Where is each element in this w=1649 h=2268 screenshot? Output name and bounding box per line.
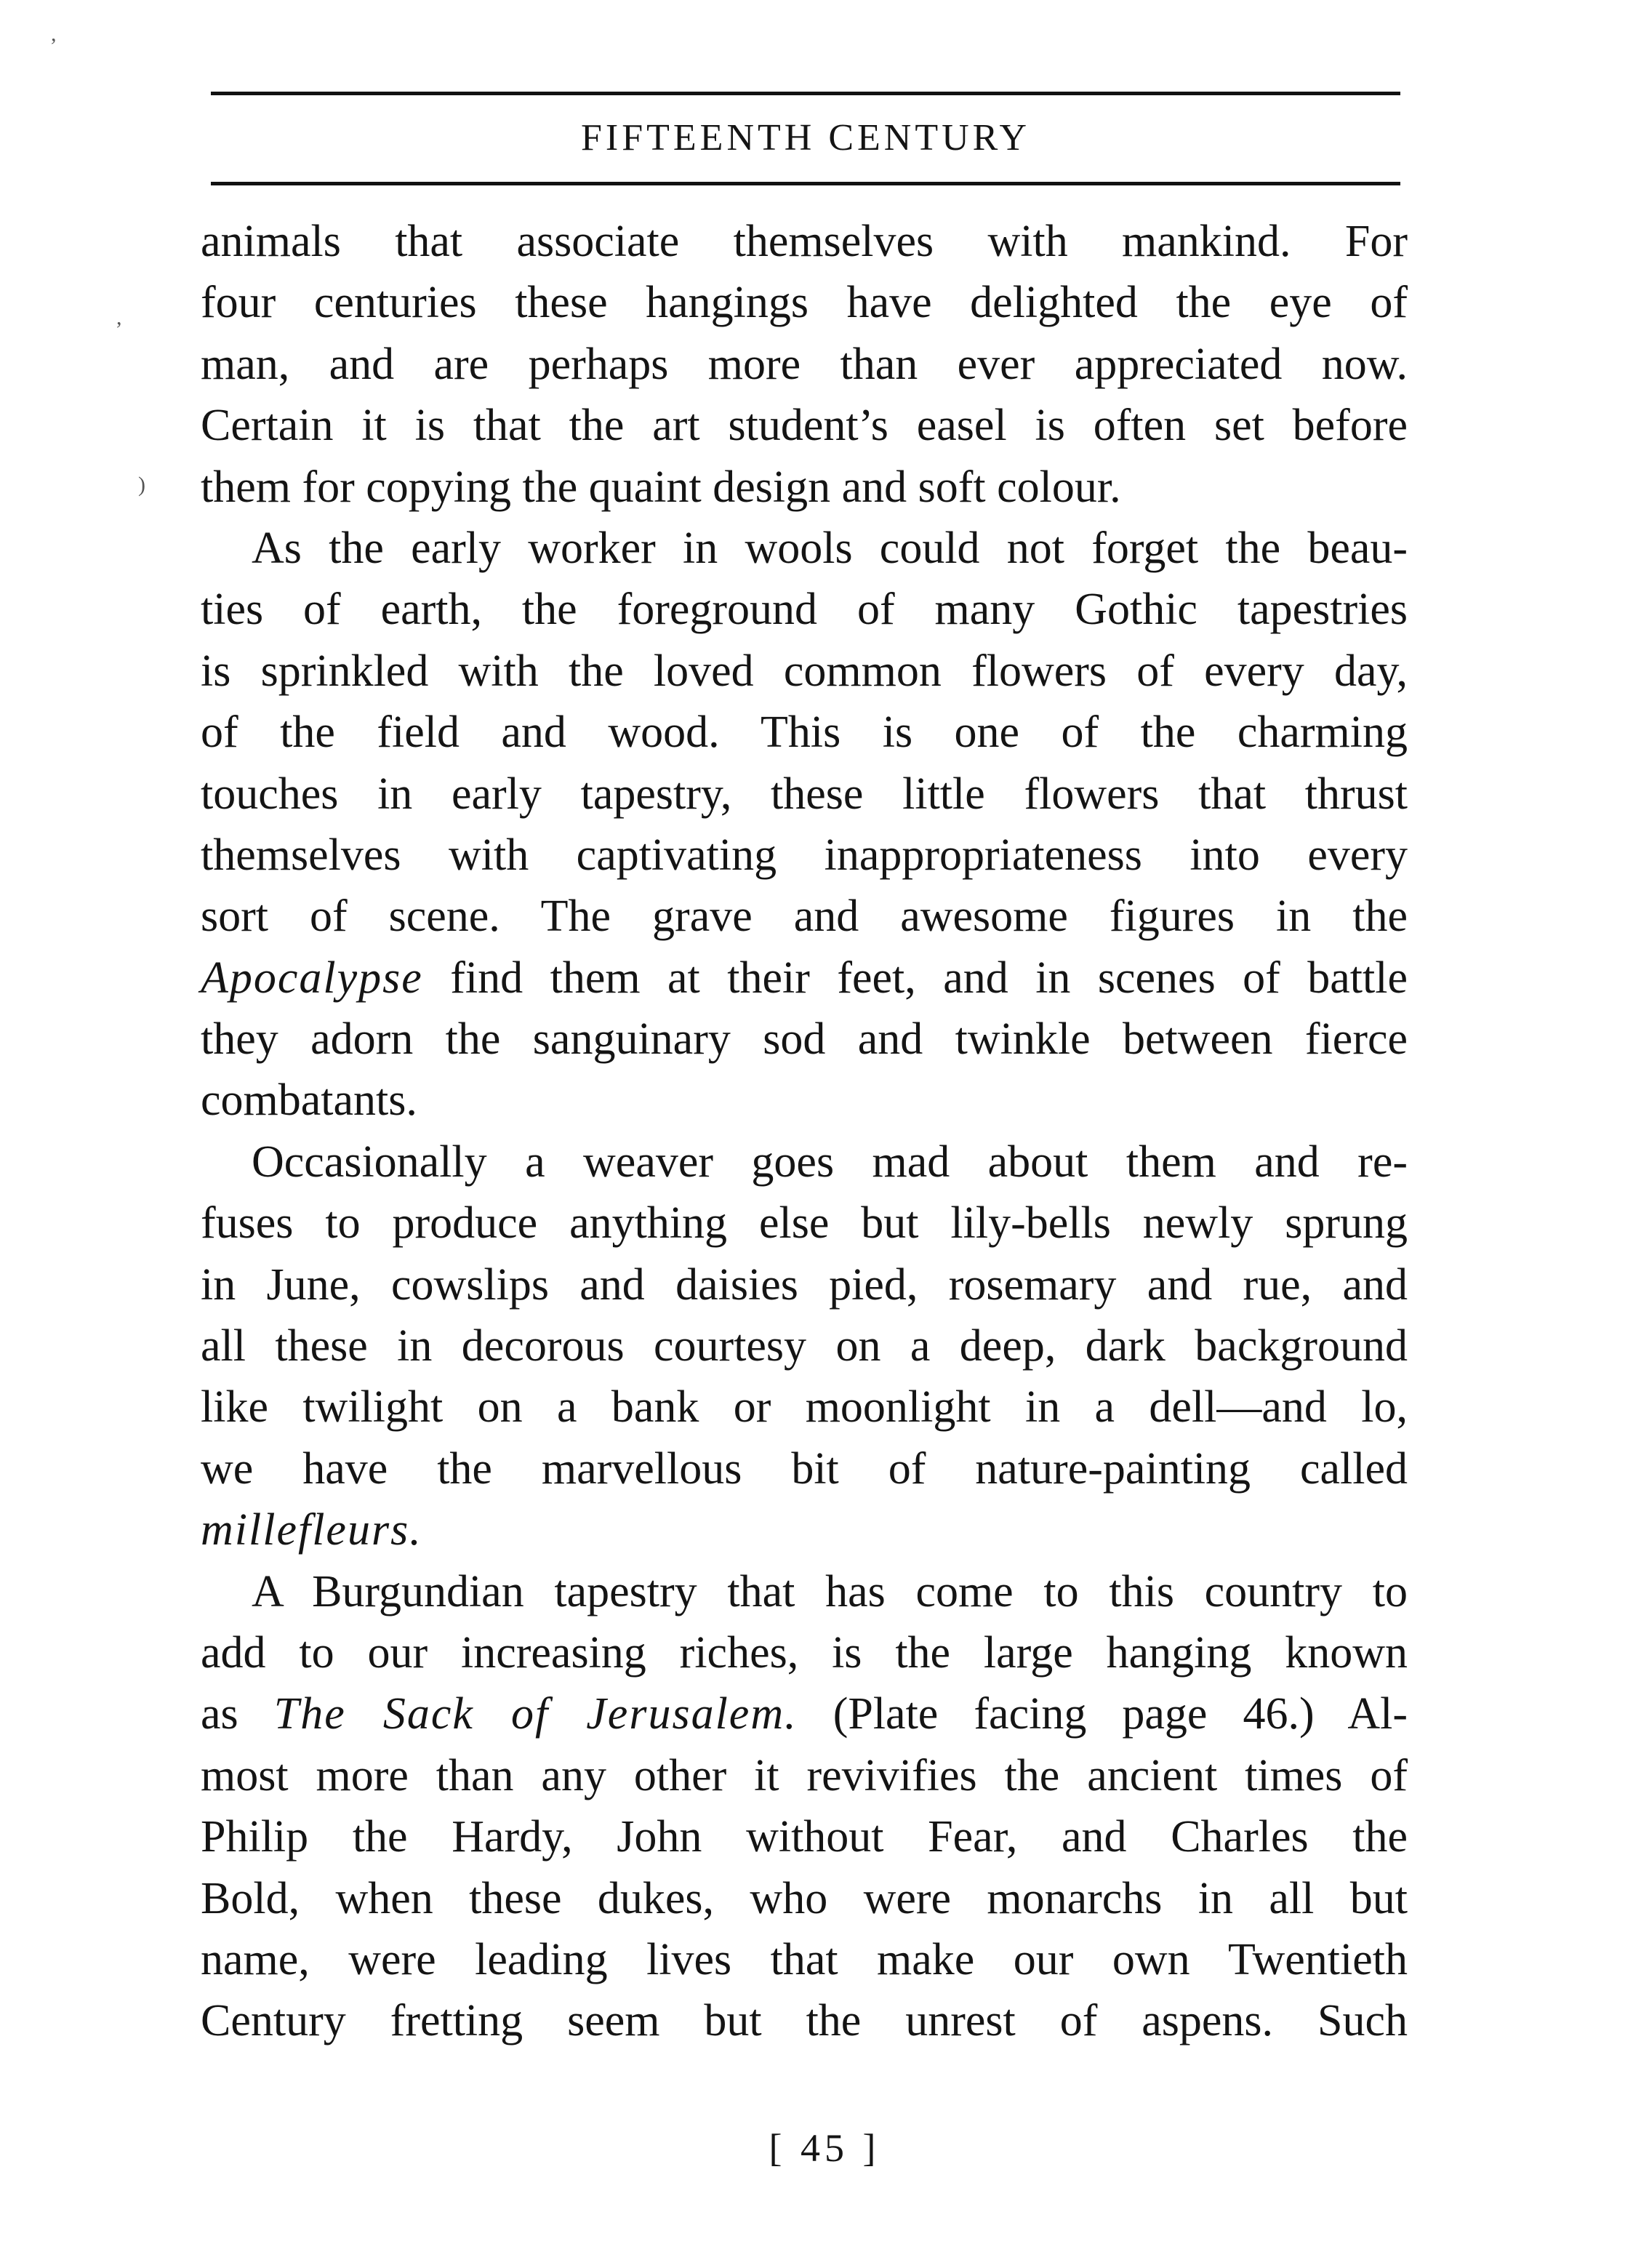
text-line: ties of earth, the foreground of many Gothic tapestries	[201, 585, 1408, 635]
header-rule-bottom	[211, 182, 1400, 185]
text-line: all these in decorous courtesy on a deep, dark background	[201, 1321, 1408, 1371]
text-line: them for copying the quaint design and soft colour.	[201, 462, 1121, 512]
text-segment: (Plate facing page 46.) Al-	[797, 1689, 1408, 1739]
text-line: add to our increasing riches, is the large hanging known	[201, 1627, 1408, 1678]
text-line: they adorn the sanguinary sod and twinkle between fierce	[201, 1014, 1408, 1065]
text-line: fuses to produce anything else but lily-bells newly sprung	[201, 1198, 1408, 1249]
page-number: [ 45 ]	[769, 2126, 880, 2170]
text-line: touches in early tapestry, these little flowers that thrust	[201, 769, 1408, 819]
italic-term: millefleurs.	[201, 1505, 422, 1555]
text-line: Philip the Hardy, John without Fear, and Charles the	[201, 1812, 1408, 1862]
body-text	[201, 211, 1408, 2052]
text-line: As the early worker in wools could not forget the beau-	[252, 523, 1408, 573]
text-line: themselves with captivating inappropriateness into every	[201, 830, 1408, 880]
text-line: of the field and wood. This is one of the charming	[201, 708, 1408, 758]
text-line: like twilight on a bank or moonlight in a dell—and lo,	[201, 1382, 1408, 1432]
text-line: is sprinkled with the loved common flowers of every day,	[201, 646, 1408, 696]
italic-title: Apocalypse	[201, 953, 423, 1003]
margin-speck: ,	[116, 305, 122, 329]
text-line: Certain it is that the art student’s easel is often set before	[201, 401, 1408, 451]
text-line: in June, cowslips and daisies pied, rosemary and rue, and	[201, 1259, 1408, 1310]
text-line: name, were leading lives that make our own Twentieth	[201, 1934, 1408, 1984]
text-line: Century fretting seem but the unrest of aspens. Such	[201, 1996, 1408, 2046]
paragraph	[201, 1561, 1408, 2052]
text-line	[201, 1683, 1408, 1744]
running-head: FIFTEENTH CENTURY	[581, 117, 1030, 159]
margin-speck: ,	[51, 22, 57, 46]
text-line: most more than any other it revivifies the ancient times of	[201, 1750, 1408, 1800]
text-segment: as	[201, 1689, 274, 1739]
text-line: sort of scene. The grave and awesome figures in the	[201, 891, 1408, 942]
paragraph	[201, 211, 1408, 518]
text-line: we have the marvellous bit of nature-painting called	[201, 1443, 1408, 1494]
text-line: Bold, when these dukes, who were monarchs in all but	[201, 1873, 1408, 1923]
text-line: man, and are perhaps more than ever appreciated now.	[201, 339, 1408, 389]
text-line: Occasionally a weaver goes mad about them and re-	[252, 1137, 1408, 1187]
italic-title: The Sack of Jerusalem.	[273, 1689, 798, 1739]
text-line: A Burgundian tapestry that has come to this country to	[252, 1566, 1408, 1616]
text-line	[201, 947, 1408, 1009]
text-segment: find them at their feet, and in scenes of battle	[422, 953, 1408, 1003]
paragraph	[201, 1131, 1408, 1561]
text-line: combatants.	[201, 1075, 417, 1126]
text-line: four centuries these hangings have delighted the eye of	[201, 278, 1408, 328]
text-line: animals that associate themselves with mankind. For	[201, 217, 1408, 266]
margin-speck: )	[138, 473, 145, 497]
paragraph	[201, 518, 1408, 1131]
text-line	[201, 1499, 1408, 1560]
header-rule-top	[211, 92, 1400, 95]
